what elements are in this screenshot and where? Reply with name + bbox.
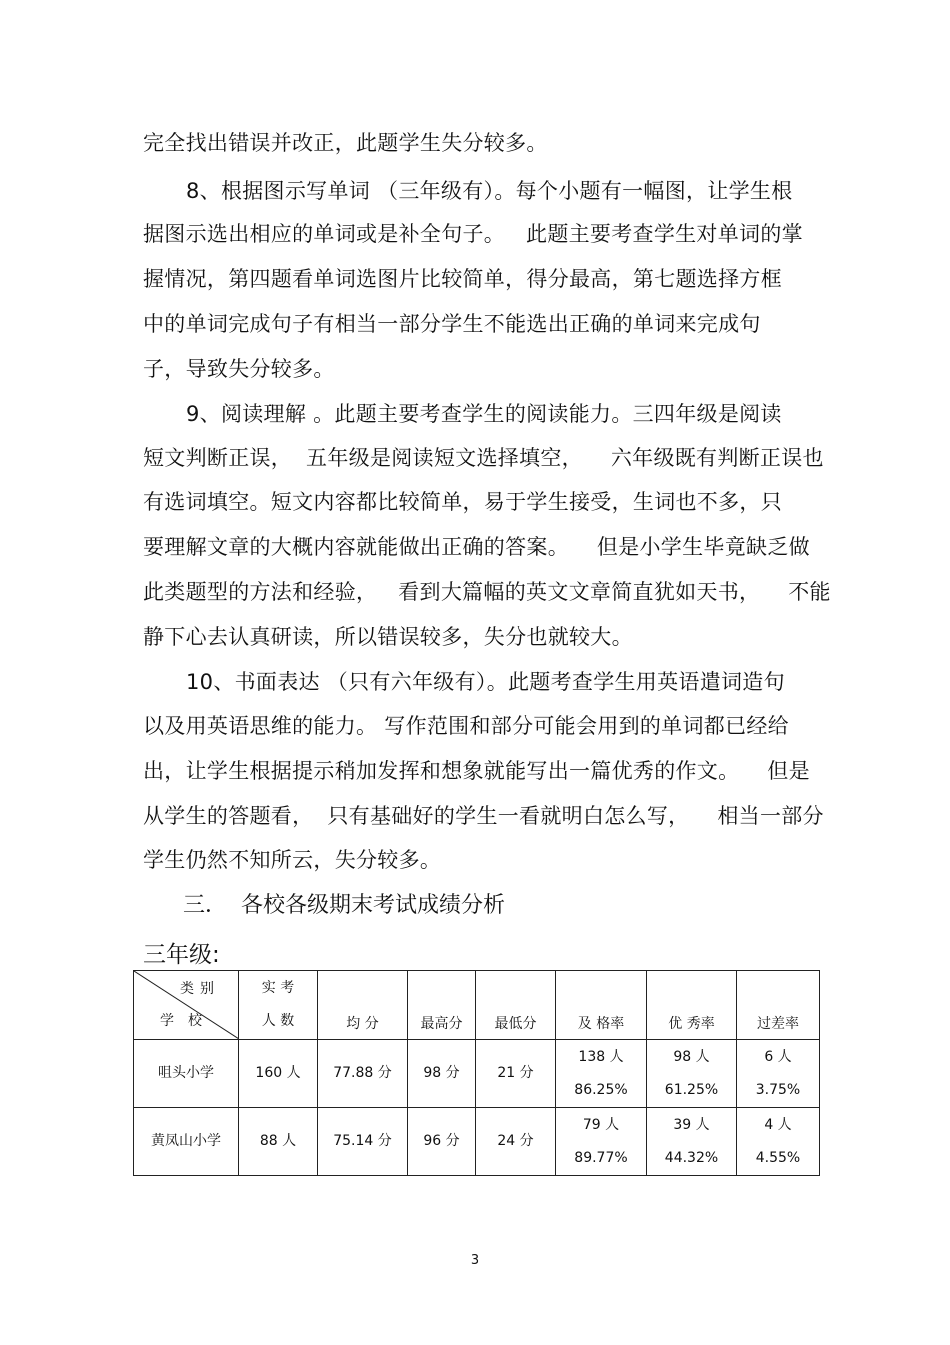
table-header-row [134,971,820,1040]
header-max: 最高分 [408,971,476,1040]
text-line: 此类题型的方法和经验， 看到大篇幅的英文文章简直犹如天书， 不能 [143,580,831,604]
page-number: 3 [470,1253,480,1268]
fail-count: 4 人 [764,1116,792,1133]
average-score: 77.88 分 [318,1040,408,1108]
excellent-count: 98 人 [673,1048,710,1065]
min-score: 24 分 [476,1108,556,1176]
text-line: 握情况，第四题看单词选图片比较简单，得分最高，第七题选择方框 [143,267,782,291]
text-line: 学生仍然不知所云，失分较多。 [143,848,442,872]
average-score: 75.14 分 [318,1108,408,1176]
enrolled-count: 160 人 [239,1040,318,1108]
text-line: 中的单词完成句子有相当一部分学生不能选出正确的单词来完成句 [143,312,761,336]
text-line: 子，导致失分较多。 [143,357,335,381]
pass-cell [556,1108,647,1176]
excellent-cell [647,1108,737,1176]
header-fail-rate: 过差率 [737,971,820,1040]
table-row [134,1040,820,1108]
min-score: 21 分 [476,1040,556,1108]
header-enrolled [239,971,318,1040]
enrolled-count: 88 人 [239,1108,318,1176]
school-name: 咀头小学 [134,1040,239,1108]
fail-cell [737,1040,820,1108]
text-line: 8、根据图示写单词 （三年级有）。每个小题有一幅图，让学生根 [186,179,793,203]
text-line: 短文判断正误， 五年级是阅读短文选择填空， 六年级既有判断正误也 [143,446,824,470]
text-line: 有选词填空。短文内容都比较简单，易于学生接受，生词也不多，只 [143,490,782,514]
fail-cell [737,1108,820,1176]
text-line: 完全找出错误并改正，此题学生失分较多。 [143,131,548,155]
school-name: 黄凤山小学 [134,1108,239,1176]
header-pass-rate: 及 格率 [556,971,647,1040]
header-excellent-rate: 优 秀率 [647,971,737,1040]
fail-rate: 4.55% [755,1149,801,1166]
pass-count: 138 人 [578,1048,624,1065]
text-line: 以及用英语思维的能力。 写作范围和部分可能会用到的单词都已经给 [143,714,789,738]
text-line: 9、阅读理解 。此题主要考查学生的阅读能力。三四年级是阅读 [186,402,782,426]
header-min: 最低分 [476,971,556,1040]
excellent-cell [647,1040,737,1108]
excellent-count: 39 人 [673,1116,710,1133]
text-line: 10、书面表达 （只有六年级有）。此题考查学生用英语遣词造句 [186,670,785,694]
header-school: 学校 [160,1013,216,1029]
pass-rate: 86.25% [574,1081,628,1098]
header-diagonal-cell [134,971,239,1040]
max-score: 96 分 [408,1108,476,1176]
text-line: 从学生的答题看， 只有基础好的学生一看就明白怎么写， 相当一部分 [143,804,824,828]
text-line: 静下心去认真研读，所以错误较多，失分也就较大。 [143,625,633,649]
text-line: 出，让学生根据提示稍加发挥和想象就能写出一篇优秀的作文。 但是 [143,759,810,783]
text-line: 据图示选出相应的单词或是补全句子。 此题主要考查学生对单词的掌 [143,222,803,246]
excellent-rate: 61.25% [664,1081,719,1098]
pass-cell [556,1040,647,1108]
max-score: 98 分 [408,1040,476,1108]
header-enrolled-line1: 实 考 [261,980,295,996]
fail-rate: 3.75% [755,1081,801,1098]
table-row [134,1108,820,1176]
text-line: 要理解文章的大概内容就能做出正确的答案。 但是小学生毕竟缺乏做 [143,535,810,559]
header-enrolled-line2: 人 数 [261,1013,295,1029]
pass-count: 79 人 [582,1116,620,1133]
grade-label: 三年级: [143,942,220,968]
excellent-rate: 44.32% [664,1149,719,1166]
header-average: 均 分 [318,971,408,1040]
pass-rate: 89.77% [574,1149,628,1166]
fail-count: 6 人 [764,1048,792,1065]
header-category: 类别 [180,981,220,997]
score-table [133,970,820,1176]
section-heading: 三． 各校各级期末考试成绩分析 [183,893,505,918]
